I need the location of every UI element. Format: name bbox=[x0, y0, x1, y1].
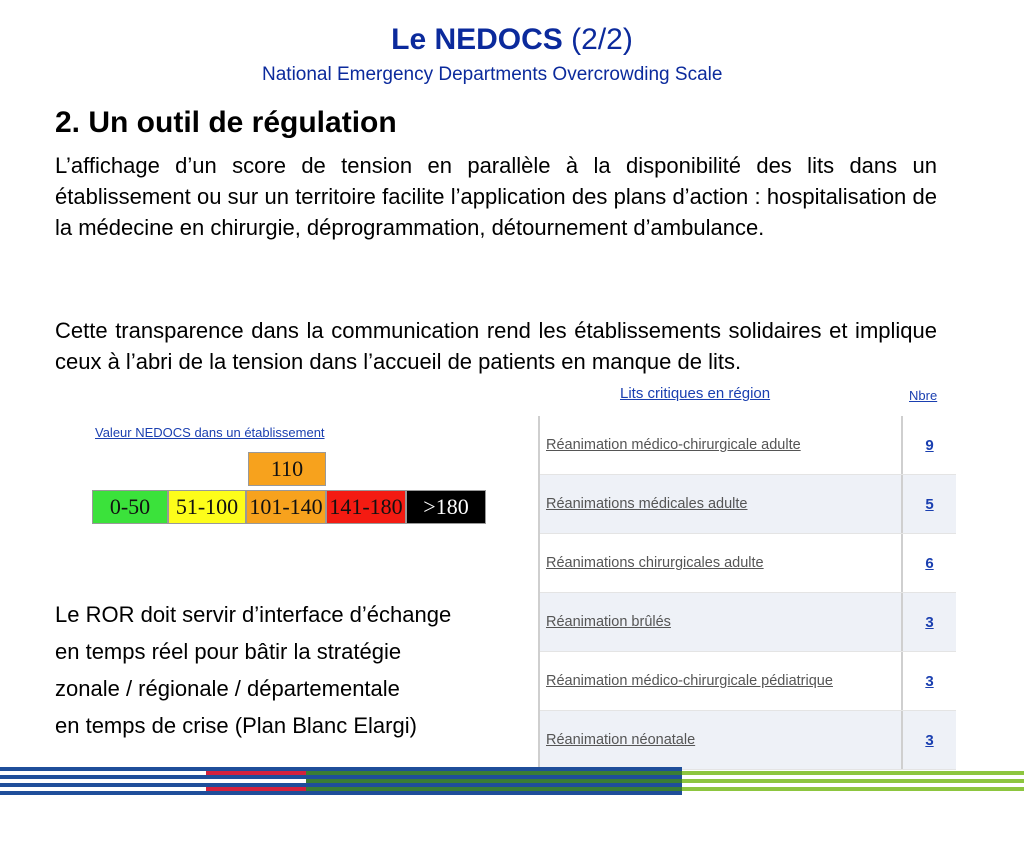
bed-count-link[interactable]: 3 bbox=[925, 613, 934, 631]
table-row bbox=[540, 534, 956, 593]
slide-subtitle: National Emergency Departments Overcrowding Scale bbox=[262, 64, 723, 85]
bed-count-link[interactable]: 3 bbox=[925, 731, 934, 749]
bed-count-link[interactable]: 9 bbox=[925, 436, 934, 454]
ror-paragraph bbox=[55, 596, 451, 744]
bed-count-link[interactable]: 6 bbox=[925, 554, 934, 572]
bed-type-link[interactable]: Réanimation néonatale bbox=[540, 711, 903, 769]
ror-line: en temps de crise (Plan Blanc Elargi) bbox=[55, 713, 417, 738]
slide-title-main: Le NEDOCS bbox=[391, 23, 563, 56]
slide-title-suffix: (2/2) bbox=[562, 23, 633, 56]
footer-stripe-green-3 bbox=[306, 787, 682, 791]
table-row bbox=[540, 652, 956, 711]
bed-count-link[interactable]: 5 bbox=[925, 495, 934, 513]
nedocs-current-value: 110 bbox=[248, 452, 326, 486]
ror-line: zonale / régionale / départementale bbox=[55, 676, 400, 701]
nedocs-range-101-140: 101-140 bbox=[246, 490, 326, 524]
bed-type-link[interactable]: Réanimation médico-chirurgicale adulte bbox=[540, 416, 903, 474]
beds-count-header[interactable]: Nbre bbox=[909, 388, 938, 403]
footer-stripe-lightgreen-2 bbox=[682, 779, 1024, 783]
table-row bbox=[540, 416, 956, 475]
beds-table bbox=[538, 416, 956, 770]
ror-line: en temps réel pour bâtir la stratégie bbox=[55, 639, 402, 664]
paragraph-affichage: L’affichage d’un score de tension en parallèle à la disponibilité des lits dans un établissement ou sur un territoire facilite l’application des plans d’action : hospitalisation de la médecine en chirurgie, déprogrammation, détournement d’ambulance. bbox=[55, 153, 937, 240]
bed-type-link[interactable]: Réanimation brûlés bbox=[540, 593, 903, 651]
footer-stripe-red-1 bbox=[206, 771, 306, 775]
bed-type-link[interactable]: Réanimations chirurgicales adulte bbox=[540, 534, 903, 592]
table-row bbox=[540, 593, 956, 652]
table-row bbox=[540, 711, 956, 770]
beds-table-header[interactable]: Lits critiques en région bbox=[620, 385, 771, 402]
bed-count-link[interactable]: 3 bbox=[925, 672, 934, 690]
section-heading: 2. Un outil de régulation bbox=[55, 106, 397, 139]
nedocs-range-over-180: >180 bbox=[406, 490, 486, 524]
footer-stripe-blue-4 bbox=[0, 791, 682, 795]
footer-stripe-green-2 bbox=[306, 779, 682, 783]
slide-title bbox=[0, 22, 1024, 58]
footer-stripe-green-1 bbox=[306, 771, 682, 775]
footer-stripe-red-2 bbox=[206, 787, 306, 791]
table-row bbox=[540, 475, 956, 534]
ror-line: Le ROR doit servir d’interface d’échange bbox=[55, 602, 452, 627]
nedocs-range-51-100: 51-100 bbox=[168, 490, 246, 524]
paragraph-transparence: Cette transparence dans la communication rend les établissements solidaires et implique ceux à l’abri de la tension dans l’accueil de patients en manque de lits. bbox=[55, 318, 937, 374]
nedocs-range-0-50: 0-50 bbox=[92, 490, 168, 524]
bed-type-link[interactable]: Réanimation médico-chirurgicale pédiatrique bbox=[540, 652, 903, 710]
bed-type-link[interactable]: Réanimations médicales adulte bbox=[540, 475, 903, 533]
footer-stripe-lightgreen-1 bbox=[682, 771, 1024, 775]
footer-stripes bbox=[0, 767, 1024, 797]
nedocs-range-141-180: 141-180 bbox=[326, 490, 406, 524]
nedocs-scale-label[interactable]: Valeur NEDOCS dans un établissement bbox=[95, 425, 325, 440]
nedocs-scale bbox=[90, 452, 490, 532]
footer-stripe-lightgreen-3 bbox=[682, 787, 1024, 791]
